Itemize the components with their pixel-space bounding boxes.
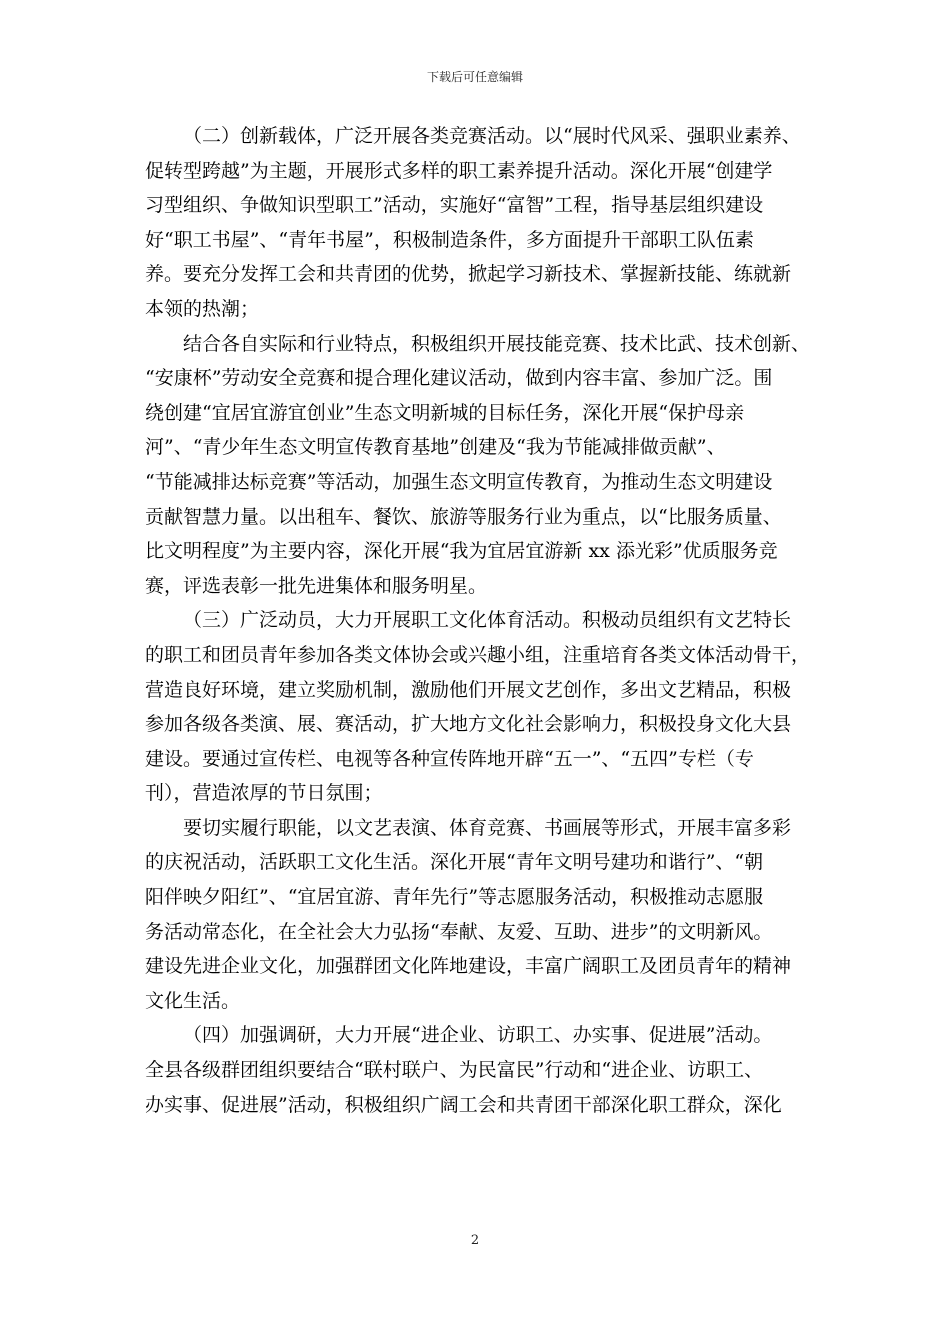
- text-line: 办实事、促进展”活动，积极组织广阔工会和共青团干部深化职工群众，深化: [145, 1093, 782, 1116]
- text-line: 的职工和团员青年参加各类文体协会或兴趣小组，注重培育各类文体活动骨干，: [145, 643, 811, 666]
- paragraph: [145, 327, 811, 604]
- text-line: （四）加强调研，大力开展“进企业、访职工、办实事、促进展”活动。: [183, 1024, 773, 1047]
- text-line: 阳伴映夕阳红”、“宜居宜游、青年先行”等志愿服务活动，积极推动志愿服: [145, 886, 764, 909]
- text-line: 刊），营造浓厚的节日氛围；: [145, 782, 383, 805]
- text-line: 务活动常态化，在全社会大力弘扬“奉献、友爱、互助、进步”的文明新风。: [145, 920, 773, 943]
- paragraph: [145, 1018, 808, 1122]
- text-line: 营造良好环境，建立奖励机制，激励他们开展文艺创作，多出文艺精品，积极: [145, 678, 792, 701]
- text-line: （三）广泛动员，大力开展职工文化体育活动。积极动员组织有文艺特长: [183, 609, 792, 632]
- paragraph: [145, 603, 811, 811]
- text-line: 好“职工书屋”、“青年书屋”，积极制造条件，多方面提升干部职工队伍素: [145, 228, 754, 251]
- text-line: 比文明程度”为主要内容，深化开展“我为宜居宜游新 xx 添光彩”优质服务竞: [145, 540, 778, 563]
- text-line: 绕创建“宜居宜游宜创业”生态文明新城的目标任务，深化开展“保护母亲: [145, 401, 745, 424]
- text-line: 赛，评选表彰一批先进集体和服务明星。: [145, 574, 488, 597]
- text-line: “节能减排达标竞赛”等活动，加强生态文明宣传教育，为推动生态文明建设: [145, 470, 773, 493]
- paragraph: [145, 119, 808, 327]
- text-line: 的庆祝活动，活跃职工文化生活。深化开展“青年文明号建功和谐行”、“朝: [145, 851, 764, 874]
- text-line: 建设先进企业文化，加强群团文化阵地建设，丰富广阔职工及团员青年的精神: [145, 955, 792, 978]
- text-line: 参加各级各类演、展、赛活动，扩大地方文化社会影响力，积极投身文化大县: [145, 713, 792, 736]
- text-line: 习型组织、争做知识型职工”活动，实施好“富智”工程，指导基层组织建设: [145, 194, 764, 217]
- page-header: 下载后可任意编辑: [426, 70, 523, 84]
- text-line: 养。要充分发挥工会和共青团的优势，掀起学习新技术、掌握新技能、练就新: [145, 263, 792, 286]
- text-line: 本领的热潮；: [145, 297, 260, 320]
- text-line: 文化生活。: [145, 989, 241, 1012]
- text-line: 全县各级群团组织要结合“联村联户、为民富民”行动和“进企业、访职工、: [145, 1059, 764, 1082]
- document-body: [145, 119, 811, 1122]
- text-line: 促转型跨越”为主题，开展形式多样的职工素养提升活动。深化开展“创建学: [145, 159, 773, 182]
- text-line: 要切实履行职能，以文艺表演、体育竞赛、书画展等形式，开展丰富多彩: [183, 816, 792, 839]
- text-line: 结合各自实际和行业特点，积极组织开展技能竞赛、技术比武、技术创新、: [183, 332, 811, 355]
- text-line: 河”、“青少年生态文明宣传教育基地”创建及“我为节能减排做贡献”、: [145, 436, 726, 459]
- text-line: 贡献智慧力量。以出租车、餐饮、旅游等服务行业为重点，以“比服务质量、: [145, 505, 782, 528]
- text-line: “安康杯”劳动安全竞赛和提合理化建议活动，做到内容丰富、参加广泛。围: [145, 367, 773, 390]
- text-line: （二）创新载体，广泛开展各类竞赛活动。以“展时代风采、强职业素养、: [183, 125, 801, 147]
- paragraph: [145, 811, 808, 1019]
- page-number: 2: [470, 1233, 480, 1248]
- text-line: 建设。要通过宣传栏、电视等各种宣传阵地开辟“五一”、“五四”专栏（专: [145, 747, 754, 770]
